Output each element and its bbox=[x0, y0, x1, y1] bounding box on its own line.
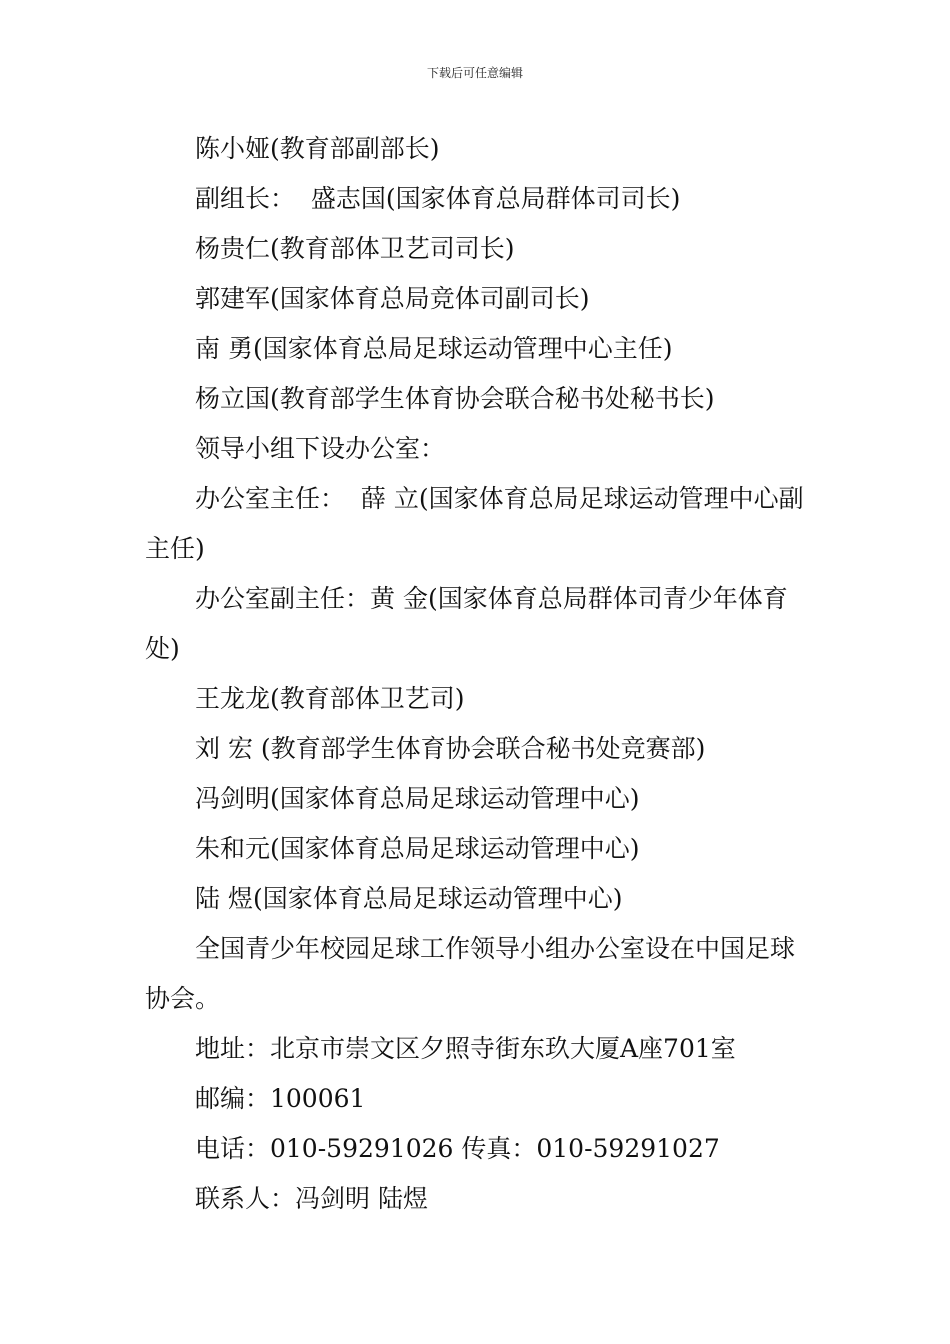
office-member-line: 陆 煜(国家体育总局足球运动管理中心) bbox=[195, 884, 623, 913]
deputy-leader-line: 副组长： 盛志国(国家体育总局群体司司长) bbox=[195, 184, 681, 213]
office-location-note: 全国青少年校园足球工作领导小组办公室设在中国足球协会。 bbox=[145, 934, 796, 1013]
office-member-line: 冯剑明(国家体育总局足球运动管理中心) bbox=[195, 784, 640, 813]
member-line: 杨立国(教育部学生体育协会联合秘书处秘书长) bbox=[195, 384, 715, 413]
office-director-line: 办公室主任： 薛 立(国家体育总局足球运动管理中心副主任) bbox=[145, 484, 804, 563]
office-deputy-director-line: 办公室副主任：黄 金(国家体育总局群体司青少年体育处) bbox=[145, 584, 788, 663]
document-body bbox=[145, 124, 815, 1224]
postcode-line: 邮编：100061 bbox=[195, 1084, 366, 1113]
member-line: 南 勇(国家体育总局足球运动管理中心主任) bbox=[195, 334, 673, 363]
member-line: 郭建军(国家体育总局竞体司副司长) bbox=[195, 284, 590, 313]
office-member-line: 朱和元(国家体育总局足球运动管理中心) bbox=[195, 834, 640, 863]
office-heading: 领导小组下设办公室： bbox=[195, 434, 446, 463]
contact-line: 联系人：冯剑明 陆煜 bbox=[195, 1184, 428, 1213]
member-line: 陈小娅(教育部副部长) bbox=[195, 134, 440, 163]
member-line: 杨贵仁(教育部体卫艺司司长) bbox=[195, 234, 515, 263]
office-member-line: 刘 宏 (教育部学生体育协会联合秘书处竞赛部) bbox=[195, 734, 706, 763]
page-header: 下载后可任意编辑 bbox=[426, 66, 523, 80]
phone-fax-line: 电话：010-59291026 传真：010-59291027 bbox=[195, 1134, 720, 1163]
office-member-line: 王龙龙(教育部体卫艺司) bbox=[195, 684, 465, 713]
address-line: 地址：北京市崇文区夕照寺街东玖大厦A座701室 bbox=[195, 1034, 736, 1063]
